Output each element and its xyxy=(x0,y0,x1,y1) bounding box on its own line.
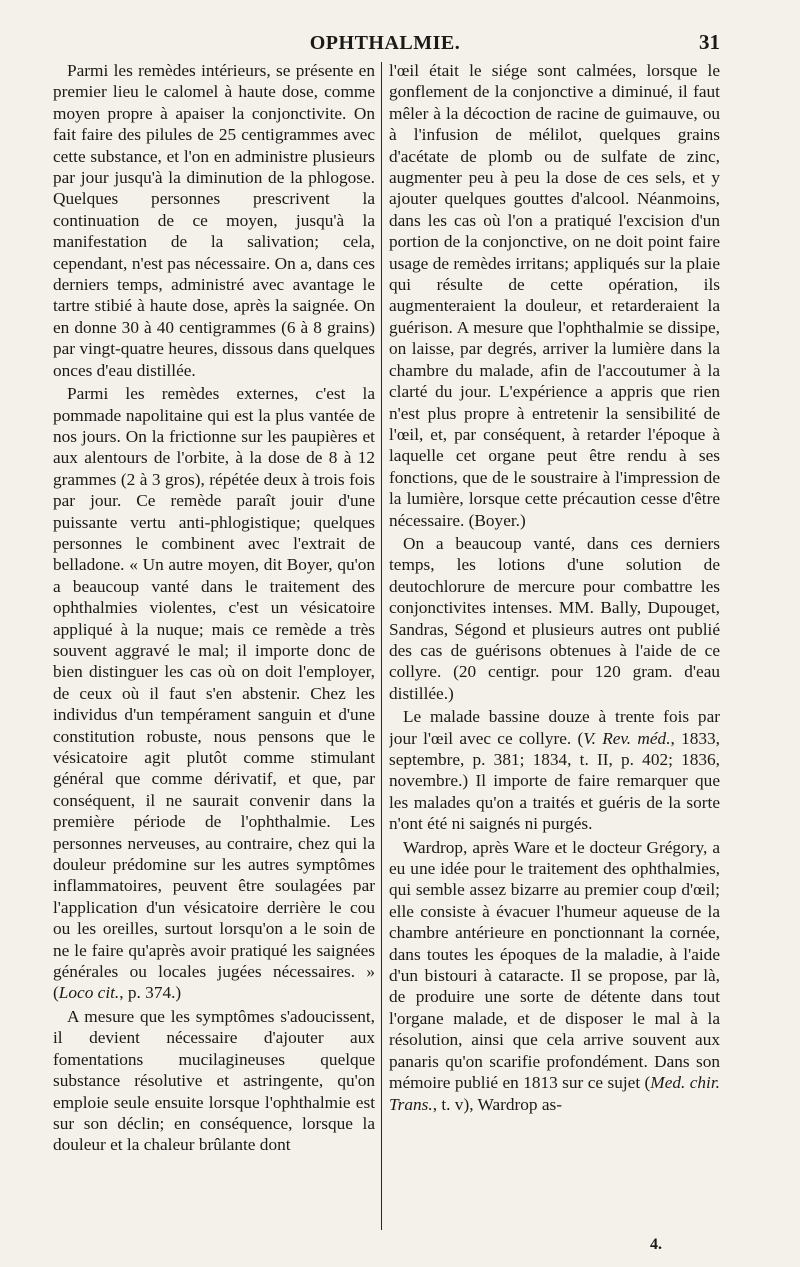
signature-mark: 4. xyxy=(650,1236,662,1253)
paragraph-continuation: l'œil était le siége sont calmées, lorsque le gonflement de la conjonctive a diminué, il faut mêler à la décoction de racine de guimauve, ou à l'infusion de mélilot, quelques grains d'acétate de plomb ou de sulfate de zinc, augmenter peu à peu la dose de ces sels, et y ajouter quelques gouttes d'alcool. Néanmoins, dans les cas où l'on a pratiqué l'excision d'un portion de la conjonctive, on ne doit point faire usage de remèdes irritans; appliqués sur la plaie qui résulte de cette opération, ils augmenteraient la douleur, et retarderaient la guérison. A mesure que l'ophthalmie se dissipe, on laisse, par degrés, arriver la lumière dans la chambre du malade, afin de l'accoutumer à la clarté du jour. L'expérience a appris que rien n'est plus propre à entretenir la sensibilité de l'œil, et, par conséquent, à retarder l'époque à laquelle cet organe peut être rendu à ses fonctions, que de le soustraire à l'impression de la lumière, lorsque cette précaution cesse d'être nécessaire. (Boyer.) xyxy=(389,61,720,530)
paragraph-symptoms: A mesure que les symptômes s'adoucissent, il devient nécessaire d'ajouter aux fomentations mucilagineuses quelque substance résolutive et astringente, qu'on emploie seule ensuite lorsque l'ophthalmie est sur son déclin; en conséquence, lorsque la douleur et la chaleur brûlante dont xyxy=(53,1006,375,1155)
left-column xyxy=(53,60,375,1235)
paragraph-text: Parmi les remèdes externes, c'est la pommade napolitaine qui est la plus vantée de nos jours. On la frictionne sur les paupières et aux alentours de l'orbite, à la dose de 8 à 12 grammes (2 à 3 gros), répétée deux à trois fois par jour. Ce remède paraît jouir d'une puissante vertu anti-phlogistique; quelques personnes le combinent avec l'extrait de belladone. « Un autre moyen, dit Boyer, qu'on a beaucoup vanté dans le traitement des ophthalmies violentes, c'est un vésicatoire appliqué à la nuque; mais ce remède a très souvent aggravé le mal; il importe donc de bien distinguer les cas où on doit l'employer, de ceux où il faut s'en abstenir. Chez les individus d'un tempérament sanguin et d'une constitution robuste, nous pensons que le vésicatoire agit plutôt comme stimulant général que comme dérivatif, et que, par conséquent, il ne saurait convenir dans la première période de l'ophthalmie. Les personnes nerveuses, au contraire, chez qui la douleur prédomine sur les autres symptômes inflammatoires, peuvent être soulagées par l'application d'un vésicatoire derrière le cou ou les oreilles, surtout lorsqu'on a le soin de ne le faire qu'après avoir pratiqué les saignées générales ou locales jugées nécessaires. » ( xyxy=(53,384,375,1003)
citation: Loco cit. xyxy=(58,983,120,1003)
paragraph-text: Wardrop, après Ware et le docteur Grégory, a eu une idée pour le traitement des ophthalmies, qui semble assez bizarre au premier coup d'œil; elle consiste à évacuer l'humeur aqueuse de la chambre antérieure en ponctionnant la cornée, dans toutes les époques de la maladie, à l'aide d'un bistouri à cataracte. Il se propose, par là, de produire une sorte de détente dans tout l'organe malade, et de disposer le mal à la résolution, ainsi que cela arrive souvent aux panaris qu'on scarifie profondément. Dans son mémoire publié en 1813 sur ce sujet ( xyxy=(389,837,720,1093)
column-divider xyxy=(381,62,382,1230)
paragraph-text: , p. 402; 1836, novembre.) Il importe de faire remarquer que les malades qu'on a traités et guéris de la sorte n'ont été ni saignés ni purgés. xyxy=(389,750,720,834)
page-title: OPHTHALMIE. xyxy=(309,32,461,54)
paragraph-calomel: Parmi les remèdes intérieurs, se présente en premier lieu le calomel à haute dose, comme moyen propre à apaiser la conjonctivite. On fait faire des pilules de 25 centigrammes avec cette substance, et l'on en administre plusieurs par jour jusqu'à la diminution de la phlogose. Quelques personnes prescrivent la continuation de ce moyen, jusqu'à la manifestation de la salivation; cela, cependant, n'est pas nécessaire. On a, dans ces derniers temps, administré avec avantage le tartre stibié à haute dose, après la saignée. On en donne 30 à 40 centigrammes (6 à 8 grains) par vingt-quatre heures, dissous dans quelques onces d'eau distillée. xyxy=(53,61,375,380)
citation: Med. chir. Trans. xyxy=(389,1073,720,1114)
citation-details: , 1833, septembre, p. 381; 1834, t. xyxy=(389,728,720,769)
citation: V. Rev. méd. xyxy=(583,728,671,748)
paragraph-text: , t. v), Wardrop as- xyxy=(432,1094,563,1114)
right-column xyxy=(389,60,720,1235)
running-head xyxy=(50,30,720,60)
page-number: 31 xyxy=(699,30,720,54)
paragraph-collyre xyxy=(389,706,720,834)
volume-number: II xyxy=(597,750,609,769)
citation-page: , p. 374.) xyxy=(119,983,182,1003)
paragraph-lotions: On a beaucoup vanté, dans ces derniers temps, les lotions d'une solution de deutochlorure de mercure pour combattre les conjonctivites intenses. MM. Bally, Dupouget, Sandras, Ségond et plusieurs autres ont publié des cas de guérisons obtenues à l'aide de ce collyre. (20 centigr. pour 120 gram. d'eau distillée.) xyxy=(389,533,720,703)
paragraph-wardrop xyxy=(389,837,720,1115)
paragraph-external-remedies xyxy=(53,383,375,1004)
paragraph-text: Le malade bassine douze à trente fois par jour l'œil avec ce collyre. ( xyxy=(389,707,720,748)
